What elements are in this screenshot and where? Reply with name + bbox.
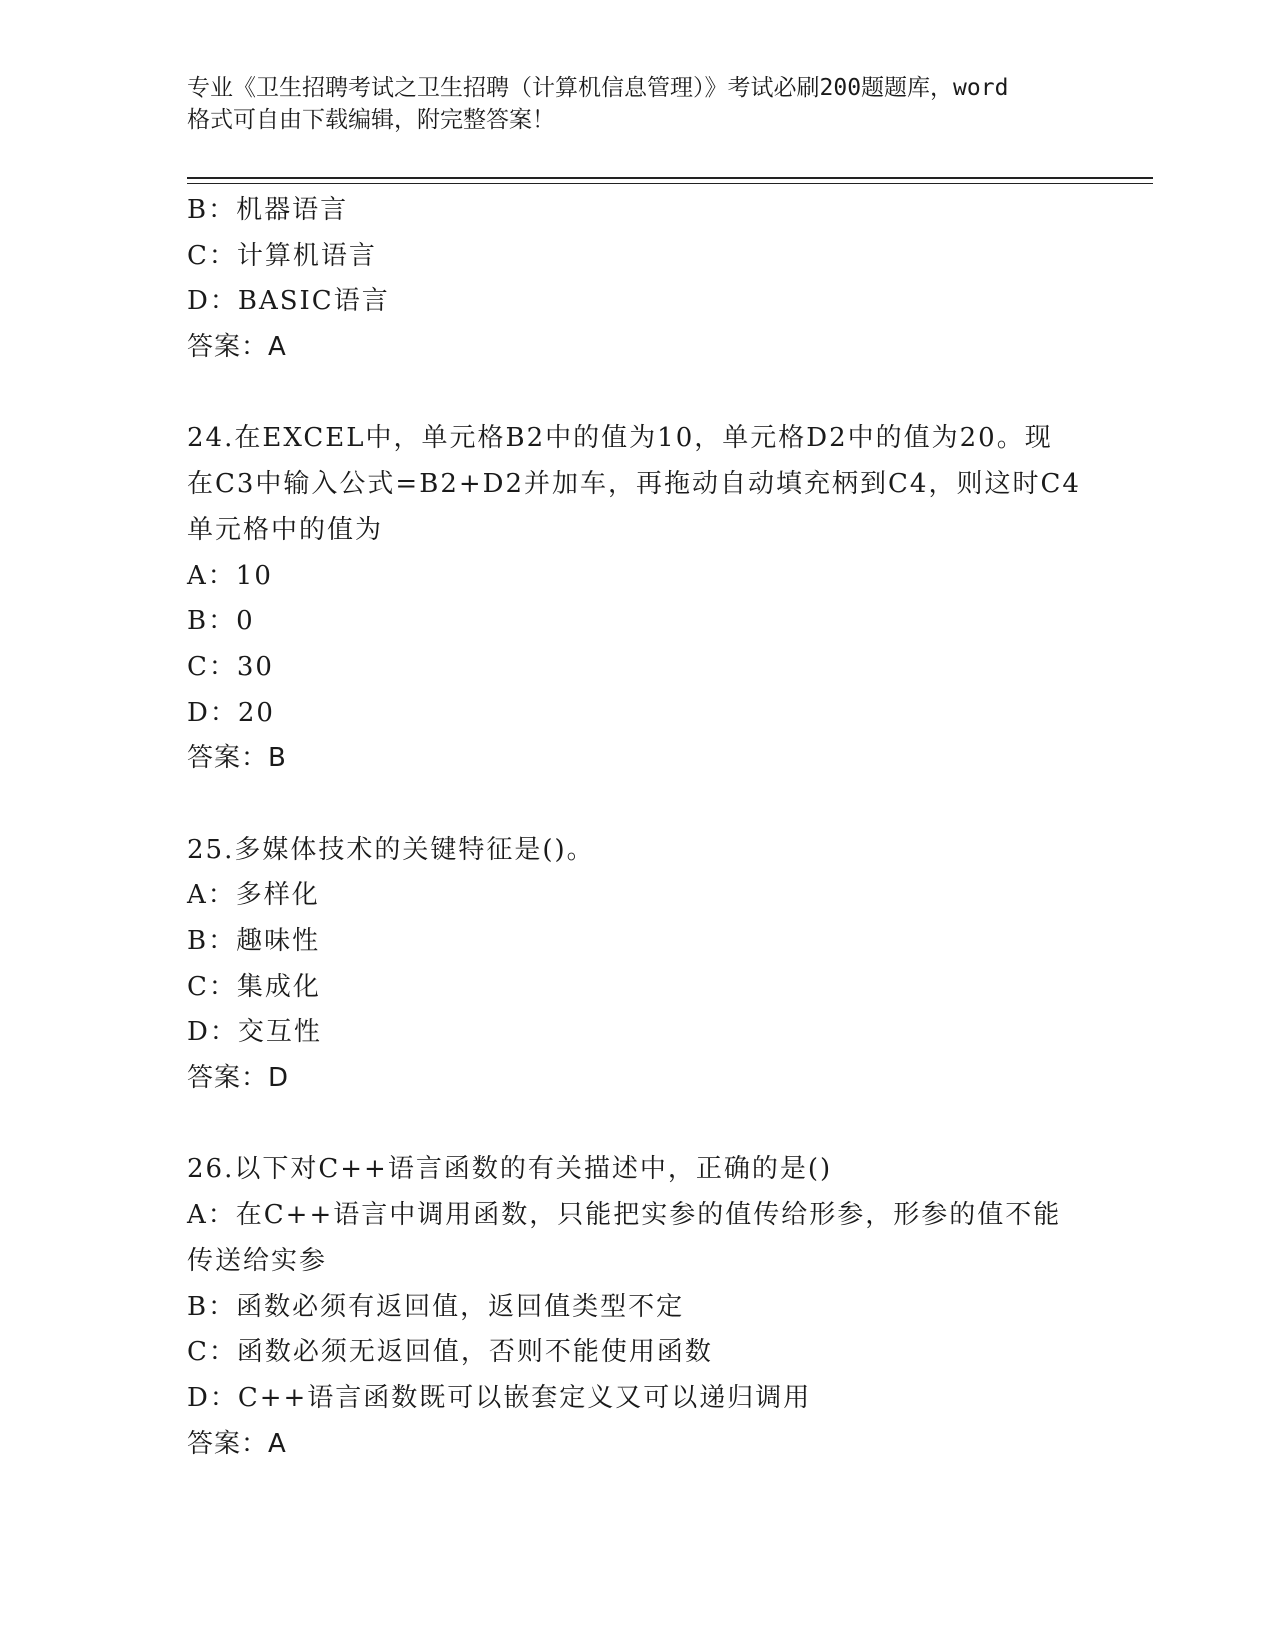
option-d: D：20 [187,697,275,728]
question-25 [187,828,1087,1102]
option-b: B：趣味性 [187,926,321,956]
header-line-2: 格式可自由下载编辑，附完整答案！ [187,107,555,133]
option-b: B：0 [187,606,255,637]
document-header [187,72,1097,136]
option-c: C：30 [187,651,274,682]
option-a: A：在C++语言中调用函数，只能把实参的值传给形参，形参的值不能 [187,1200,1062,1231]
option-b: B：机器语言 [187,195,349,225]
question-list [187,188,1087,1467]
option-a: A：10 [187,560,273,591]
option-d: D：C++语言函数既可以嵌套定义又可以递归调用 [187,1382,812,1413]
question-stem-line: 24.在EXCEL中，单元格B2中的值为10，单元格D2中的值为20。现 [187,423,1053,454]
question-23-tail [187,188,1087,371]
question-26 [187,1147,1087,1467]
answer-line: 答案：A [187,332,287,363]
option-c: C：函数必须无返回值，否则不能使用函数 [187,1337,713,1368]
header-divider-thin [187,183,1153,184]
answer-line: 答案：A [187,1428,287,1459]
question-stem-line: 26.以下对C++语言函数的有关描述中，正确的是() [187,1154,833,1185]
spacer [187,371,1087,417]
header-line-1: 专业《卫生招聘考试之卫生招聘（计算机信息管理）》考试必刷200题题库，word [187,75,1009,101]
option-c: C：计算机语言 [187,240,377,271]
question-stem-line: 25.多媒体技术的关键特征是()。 [187,834,595,865]
spacer [187,1102,1087,1148]
answer-line: 答案：D [187,1063,290,1094]
header-divider-thick [187,177,1153,179]
option-a: A：多样化 [187,880,320,911]
option-d: D：BASIC语言 [187,286,390,317]
question-stem-line: 在C3中输入公式=B2+D2并加车，再拖动自动填充柄到C4，则这时C4 [187,469,1081,500]
question-24 [187,416,1087,782]
spacer [187,782,1087,828]
question-stem-line: 单元格中的值为 [187,514,384,545]
option-a-continued: 传送给实参 [187,1245,328,1276]
option-b: B：函数必须有返回值，返回值类型不定 [187,1291,685,1322]
option-d: D：交互性 [187,1017,322,1048]
option-c: C：集成化 [187,971,321,1002]
answer-line: 答案：B [187,743,287,774]
